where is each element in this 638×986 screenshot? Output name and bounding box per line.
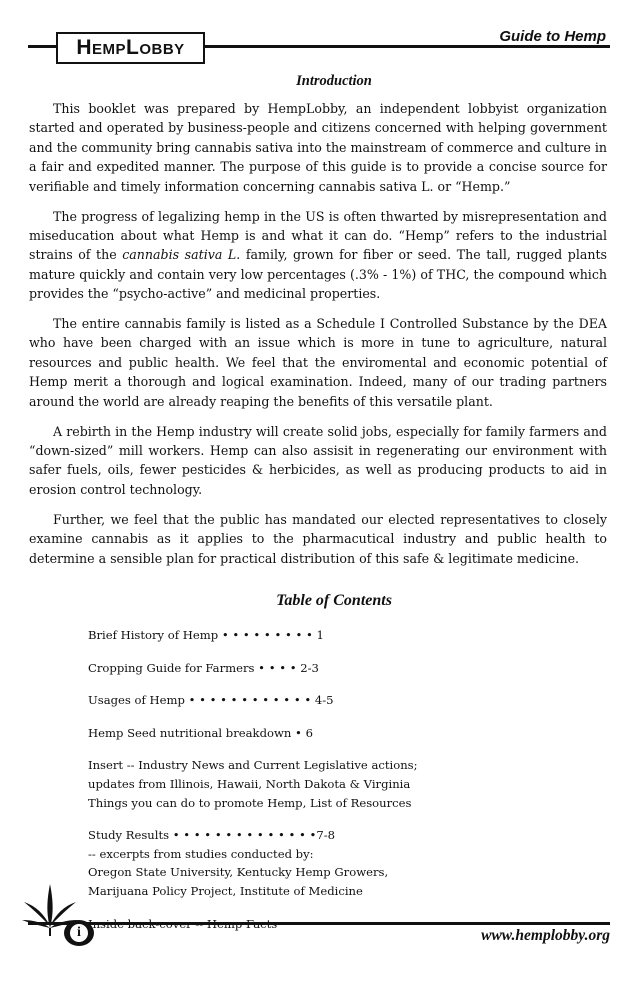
guide-title: Guide to Hemp [499,28,606,45]
intro-paragraph-3: The entire cannabis family is listed as a Schedule I Controlled Substance by the DEA who have been charged with an issue which is more in tune to agriculture, natural resources and public health. We feel that the enviromental and economic potential of Hemp merit a thorough and logical examination. Indeed, many of our trading partners around the world are already reaping the benefits of this versatile plant. [29,316,607,409]
toc-line: Things you can do to promote Hemp, List of Resources [88,795,412,810]
toc-line: -- excerpts from studies conducted by: [88,846,314,861]
website-url[interactable]: www.hemplobby.org [475,927,610,945]
toc-line: Oregon State University, Kentucky Hemp Growers, [88,865,389,880]
toc-entry [88,626,588,645]
intro-paragraph-4: A rebirth in the Hemp industry will create solid jobs, especially for family farmers and “down-sized” mill workers. Hemp can also assisit in regenerating our environment with safer fuels, oils, fewer pesticides & herbicides, as well as producing products to aid in erosion control technology. [29,423,607,497]
intro-paragraph-5: Further, we feel that the public has mandated our elected representatives to closely examine cannabis as it applies to the pharmacutical industry and public health to determine a sensible plan for practical distribution of this safe & legitimate medicine. [29,511,607,566]
toc-entry [88,826,588,900]
info-symbol: i [70,924,88,942]
intro-body [29,99,607,578]
toc-entry [88,691,588,710]
toc-line: Usages of Hemp • • • • • • • • • • • • 4-5 [88,693,334,708]
toc-entry [88,756,588,812]
toc-entry [88,659,588,678]
intro-paragraph-1: This booklet was prepared by HempLobby, an independent lobbyist organization started and operated by business-people and citizens concerned with helping government and the community bring cannabis sativa into the mainstream of commerce and culture in a fair and expedited manner. The purpose of this guide is to provide a concise source for verifiable and timely information concerning cannabis sativa L. or “Hemp.” [29,101,607,194]
toc-line: Study Results • • • • • • • • • • • • • •7-8 [88,828,336,843]
toc-line: Hemp Seed nutritional breakdown • 6 [88,725,313,740]
italic-species-name: cannabis sativa L. [122,247,241,263]
toc-line: Brief History of Hemp • • • • • • • • • 1 [88,628,324,642]
toc-line: updates from Illinois, Hawaii, North Dakota & Virginia [88,776,411,791]
hemplobby-logo [56,32,205,64]
intro-title: Introduction [296,73,372,89]
info-icon [64,920,94,946]
toc-title: Table of Contents [276,592,392,609]
toc-line: Cropping Guide for Farmers • • • • 2-3 [88,660,319,675]
table-of-contents [88,626,588,947]
toc-line: Marijuana Policy Project, Institute of Medicine [88,883,363,898]
toc-entry [88,724,588,743]
logo-text: HempLobby [76,36,185,59]
toc-line: Insert -- Industry News and Current Legislative actions; [88,758,418,773]
footer-rule [28,922,610,925]
intro-paragraph-2: The progress of legalizing hemp in the US is often thwarted by misrepresentation and miseducation about what Hemp is and what it can do. “Hemp” refers to the industrial strains of the cannabis sativa L. family, grown for fiber or seed. The tall, rugged plants mature quickly and contain very low percentages (.3% - 1%) of THC, the compound which provides the “psycho-active” and medicinal properties. [29,208,607,302]
